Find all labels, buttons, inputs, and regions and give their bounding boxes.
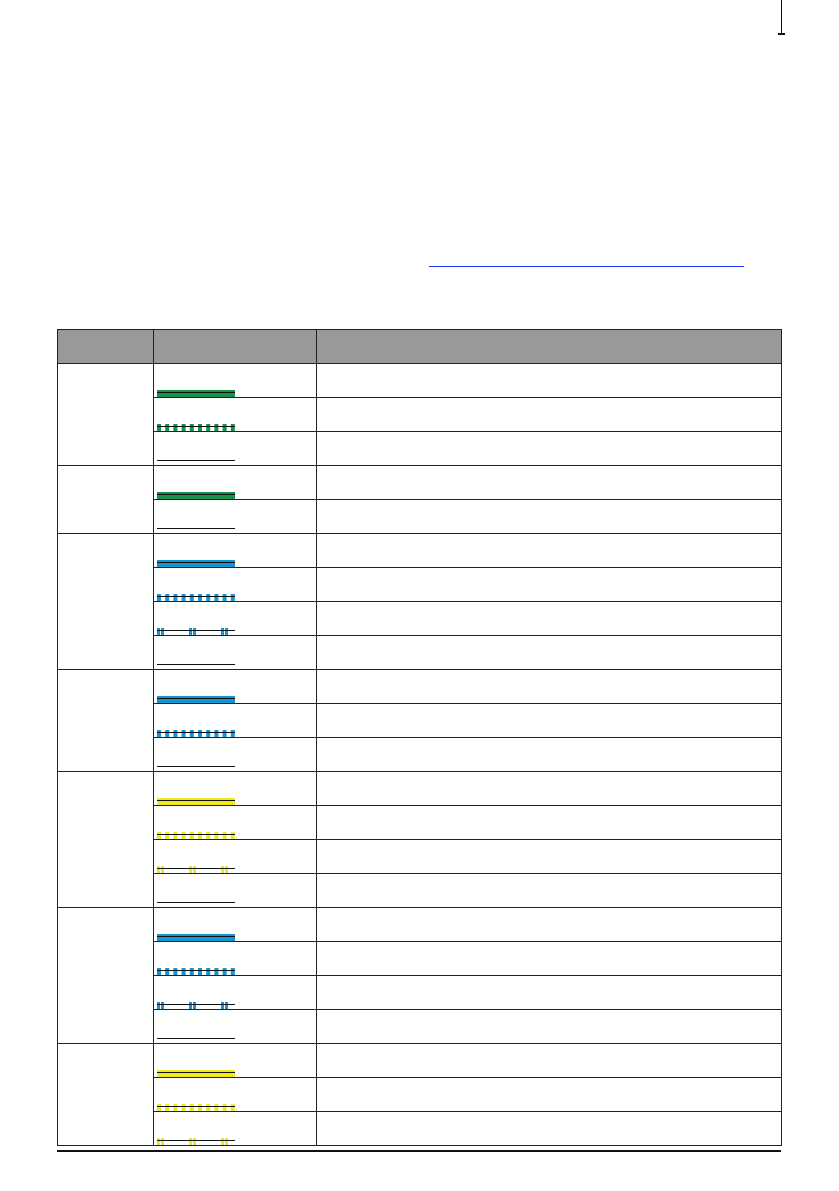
led-indicator-cell (154, 704, 317, 738)
led-baseline (157, 868, 235, 869)
footer-rule (57, 1150, 781, 1152)
led-indicator-cell (154, 1112, 317, 1146)
led-indicator-cell (154, 772, 317, 806)
led-pattern-solid-blue (157, 929, 235, 937)
led-baseline (157, 1106, 235, 1107)
table-row (58, 1010, 782, 1044)
table-row (58, 364, 782, 398)
status-description (317, 398, 782, 432)
led-baseline (157, 392, 235, 393)
table-row (58, 670, 782, 704)
led-pattern-solid-yellow (157, 793, 235, 801)
table-body (58, 364, 782, 1146)
led-baseline (157, 494, 235, 495)
group-label (58, 908, 154, 1044)
status-description (317, 1044, 782, 1078)
status-description (317, 364, 782, 398)
table-row (58, 432, 782, 466)
led-pattern-solid-yellow (157, 1065, 235, 1073)
table-row (58, 1112, 782, 1146)
header-state (58, 330, 154, 364)
led-pattern-fast-blue (157, 725, 235, 733)
status-description (317, 534, 782, 568)
hyperlink-underline[interactable] (429, 266, 744, 267)
status-description (317, 1078, 782, 1112)
led-indicator-cell (154, 398, 317, 432)
group-label (58, 670, 154, 772)
led-baseline (157, 1140, 235, 1141)
table-row (58, 466, 782, 500)
table-row (58, 500, 782, 534)
led-baseline (157, 460, 235, 461)
status-description (317, 976, 782, 1010)
led-pattern-off (157, 759, 235, 767)
led-pattern-fast-yellow (157, 827, 235, 835)
led-baseline (157, 766, 235, 767)
led-pattern-solid-blue (157, 555, 235, 563)
led-pattern-off (157, 453, 235, 461)
led-indicator-cell (154, 534, 317, 568)
led-pattern-fast-yellow (157, 1099, 235, 1107)
table-row (58, 568, 782, 602)
led-indicator-cell (154, 806, 317, 840)
crop-mark-end (778, 33, 785, 35)
status-description (317, 942, 782, 976)
status-description (317, 704, 782, 738)
table-row (58, 874, 782, 908)
led-baseline (157, 1038, 235, 1039)
led-baseline (157, 528, 235, 529)
led-indicator-cell (154, 942, 317, 976)
led-pattern-slow-yellow (157, 1133, 235, 1141)
group-label (58, 772, 154, 908)
led-indicator-cell (154, 636, 317, 670)
led-baseline (157, 562, 235, 563)
led-indicator-cell (154, 364, 317, 398)
table-row (58, 976, 782, 1010)
status-description (317, 1112, 782, 1146)
led-pattern-solid-green (157, 487, 235, 495)
status-description (317, 908, 782, 942)
table-row (58, 942, 782, 976)
led-baseline (157, 936, 235, 937)
led-pattern-off (157, 521, 235, 529)
led-baseline (157, 800, 235, 801)
led-indicator-cell (154, 840, 317, 874)
status-description (317, 670, 782, 704)
group-label (58, 534, 154, 670)
table-row (58, 738, 782, 772)
led-pattern-off (157, 895, 235, 903)
led-indicator-cell (154, 670, 317, 704)
status-description (317, 738, 782, 772)
status-description (317, 466, 782, 500)
led-baseline (157, 970, 235, 971)
led-indicator-cell (154, 1010, 317, 1044)
led-baseline (157, 630, 235, 631)
table-row (58, 704, 782, 738)
led-baseline (157, 664, 235, 665)
led-pattern-solid-blue (157, 691, 235, 699)
status-description (317, 432, 782, 466)
led-baseline (157, 834, 235, 835)
led-indicator-cell (154, 908, 317, 942)
led-indicator-cell (154, 976, 317, 1010)
led-baseline (157, 698, 235, 699)
led-baseline (157, 426, 235, 427)
led-pattern-off (157, 657, 235, 665)
led-pattern-fast-green (157, 419, 235, 427)
status-description (317, 500, 782, 534)
led-indicator-cell (154, 874, 317, 908)
table-row (58, 772, 782, 806)
led-baseline (157, 732, 235, 733)
led-pattern-slow-blue (157, 623, 235, 631)
status-description (317, 840, 782, 874)
table-row (58, 602, 782, 636)
table-row (58, 534, 782, 568)
table-row (58, 1078, 782, 1112)
led-pattern-solid-green (157, 385, 235, 393)
led-indicator-cell (154, 1044, 317, 1078)
header-led (154, 330, 317, 364)
status-description (317, 772, 782, 806)
led-baseline (157, 1072, 235, 1073)
led-status-table (57, 329, 782, 1146)
led-pattern-slow-yellow (157, 861, 235, 869)
status-description (317, 568, 782, 602)
table-row (58, 636, 782, 670)
table-row (58, 1044, 782, 1078)
led-pattern-fast-blue (157, 589, 235, 597)
table-row (58, 840, 782, 874)
status-description (317, 1010, 782, 1044)
status-description (317, 806, 782, 840)
group-label (58, 364, 154, 466)
led-baseline (157, 902, 235, 903)
led-pattern-fast-blue (157, 963, 235, 971)
header-description (317, 330, 782, 364)
led-indicator-cell (154, 568, 317, 602)
table-row (58, 806, 782, 840)
status-description (317, 602, 782, 636)
led-indicator-cell (154, 432, 317, 466)
group-label (58, 466, 154, 534)
status-description (317, 874, 782, 908)
led-baseline (157, 596, 235, 597)
table-header-row (58, 330, 782, 364)
table-row (58, 398, 782, 432)
group-label (58, 1044, 154, 1146)
led-indicator-cell (154, 500, 317, 534)
table-row (58, 908, 782, 942)
led-indicator-cell (154, 602, 317, 636)
led-indicator-cell (154, 1078, 317, 1112)
led-indicator-cell (154, 466, 317, 500)
status-description (317, 636, 782, 670)
led-indicator-cell (154, 738, 317, 772)
led-pattern-off (157, 1031, 235, 1039)
led-pattern-slow-blue (157, 997, 235, 1005)
crop-mark (781, 0, 782, 33)
led-baseline (157, 1004, 235, 1005)
